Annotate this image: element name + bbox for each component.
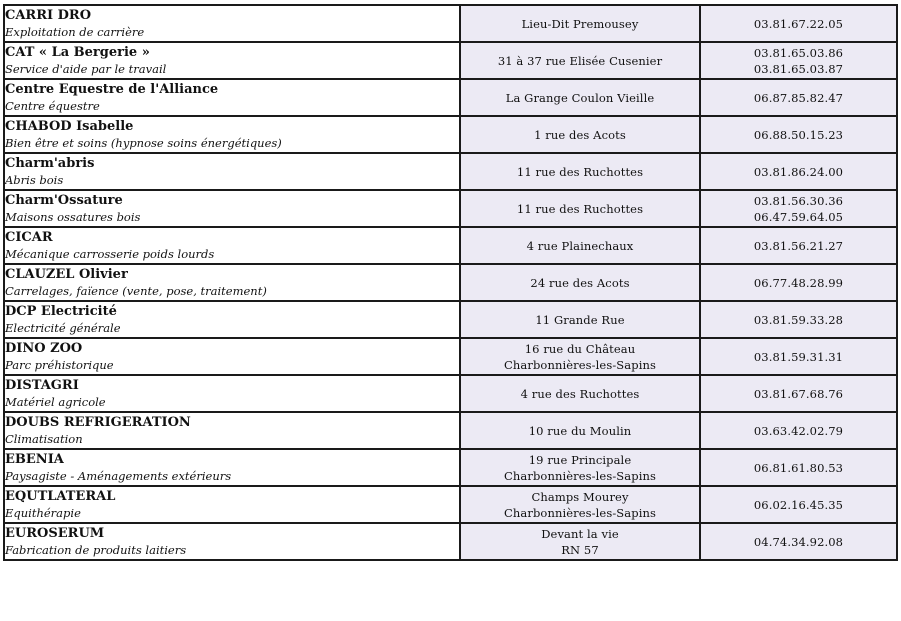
phone-number: 03.81.59.31.31 [753,349,844,364]
business-activity: Mécanique carrosserie poids lourds [5,247,215,261]
business-cell [4,449,460,486]
business-cell [4,190,460,227]
business-cell [4,486,460,523]
address-cell [460,264,700,301]
business-cell [4,227,460,264]
phone-number: 06.77.48.28.99 [753,275,844,290]
address-cell [460,412,700,449]
address-line: Charbonnières-les-Sapins [504,468,656,483]
address-cell [460,338,700,375]
phone-cell [700,116,897,153]
phone-number: 04.74.34.92.08 [753,534,844,549]
address-cell [460,190,700,227]
business-cell [4,264,460,301]
table-row [4,486,897,523]
address-cell [460,227,700,264]
directory-table-body [4,5,897,560]
business-name: EQUTLATERAL [5,489,116,504]
business-cell [4,412,460,449]
business-name: EBENIA [5,452,64,467]
business-name: EUROSERUM [5,526,105,541]
phone-cell [700,449,897,486]
address-line: Devant la vie [541,526,619,541]
address-cell [460,116,700,153]
phone-cell [700,42,897,79]
address-line: La Grange Coulon Vieille [505,90,655,105]
phone-cell [700,190,897,227]
address-cell [460,301,700,338]
phone-number: 03.81.56.30.36 [753,193,844,208]
address-line: Charbonnières-les-Sapins [504,505,656,520]
table-row [4,412,897,449]
address-line: 4 rue des Ruchottes [520,386,640,401]
address-cell [460,375,700,412]
address-line: Champs Mourey [531,489,629,504]
table-row [4,190,897,227]
address-line: 11 Grande Rue [535,312,625,327]
business-activity: Paysagiste - Aménagements extérieurs [5,469,232,483]
phone-cell [700,338,897,375]
phone-number: 03.81.65.03.87 [753,61,844,76]
address-cell [460,153,700,190]
business-cell [4,301,460,338]
business-name: DOUBS REFRIGERATION [5,415,191,430]
phone-number: 06.47.59.64.05 [753,209,844,224]
business-name: CICAR [5,230,53,245]
address-cell [460,486,700,523]
business-name: CARRI DRO [5,8,92,23]
business-activity: Parc préhistorique [5,358,114,372]
phone-number: 03.81.67.22.05 [753,16,844,31]
business-name: Charm'Ossature [5,193,123,208]
table-row [4,523,897,560]
business-name: CHABOD Isabelle [5,119,134,134]
business-cell [4,523,460,560]
address-cell [460,42,700,79]
business-name: DINO ZOO [5,341,83,356]
phone-number: 03.81.67.68.76 [753,386,844,401]
phone-number: 03.81.86.24.00 [753,164,844,179]
business-activity: Electricité générale [5,321,121,335]
address-line: 10 rue du Moulin [528,423,632,438]
phone-number: 06.87.85.82.47 [753,90,844,105]
business-name: CAT « La Bergerie » [5,45,150,60]
address-line: 16 rue du Château [524,341,636,356]
business-name: DISTAGRI [5,378,79,393]
table-row [4,449,897,486]
phone-cell [700,301,897,338]
address-cell [460,5,700,42]
phone-number: 03.81.65.03.86 [753,45,844,60]
address-line: 4 rue Plainechaux [526,238,634,253]
business-activity: Equithérapie [5,506,81,520]
address-line: 11 rue des Ruchottes [516,164,644,179]
table-row [4,153,897,190]
business-activity: Maisons ossatures bois [5,210,141,224]
business-cell [4,5,460,42]
table-row [4,79,897,116]
business-activity: Carrelages, faïence (vente, pose, traitement) [5,284,267,298]
phone-number: 03.81.56.21.27 [753,238,844,253]
phone-number: 03.81.59.33.28 [753,312,844,327]
phone-number: 03.63.42.02.79 [753,423,844,438]
address-cell [460,79,700,116]
address-line: 24 rue des Acots [530,275,630,290]
address-line: 19 rue Principale [528,452,632,467]
address-line: Lieu-Dit Premousey [521,16,639,31]
business-activity: Climatisation [5,432,83,446]
business-cell [4,153,460,190]
address-line: 31 à 37 rue Elisée Cusenier [497,53,663,68]
address-line: RN 57 [561,542,599,557]
business-cell [4,116,460,153]
business-cell [4,338,460,375]
address-line: 1 rue des Acots [534,127,626,142]
table-row [4,42,897,79]
business-activity: Abris bois [5,173,64,187]
address-line: 11 rue des Ruchottes [516,201,644,216]
table-row [4,116,897,153]
address-line: Charbonnières-les-Sapins [504,357,656,372]
business-activity: Bien être et soins (hypnose soins énergétiques) [5,136,282,150]
business-cell [4,79,460,116]
phone-cell [700,79,897,116]
phone-cell [700,264,897,301]
phone-cell [700,227,897,264]
phone-number: 06.02.16.45.35 [753,497,844,512]
table-row [4,227,897,264]
business-name: CLAUZEL Olivier [5,267,128,282]
phone-cell [700,375,897,412]
phone-number: 06.81.61.80.53 [753,460,844,475]
business-name: Centre Equestre de l'Alliance [5,82,219,97]
business-activity: Exploitation de carrière [5,25,145,39]
address-cell [460,449,700,486]
address-cell [460,523,700,560]
table-row [4,264,897,301]
business-activity: Service d'aide par le travail [5,62,167,76]
phone-number: 06.88.50.15.23 [753,127,844,142]
table-row [4,301,897,338]
business-activity: Centre équestre [5,99,100,113]
business-name: DCP Electricité [5,304,117,319]
phone-cell [700,486,897,523]
phone-cell [700,153,897,190]
business-name: Charm'abris [5,156,95,171]
table-row [4,338,897,375]
business-cell [4,375,460,412]
phone-cell [700,412,897,449]
business-activity: Matériel agricole [5,395,106,409]
table-row [4,5,897,42]
table-row [4,375,897,412]
business-directory-table [3,4,898,561]
business-activity: Fabrication de produits laitiers [5,543,187,557]
business-cell [4,42,460,79]
phone-cell [700,523,897,560]
phone-cell [700,5,897,42]
